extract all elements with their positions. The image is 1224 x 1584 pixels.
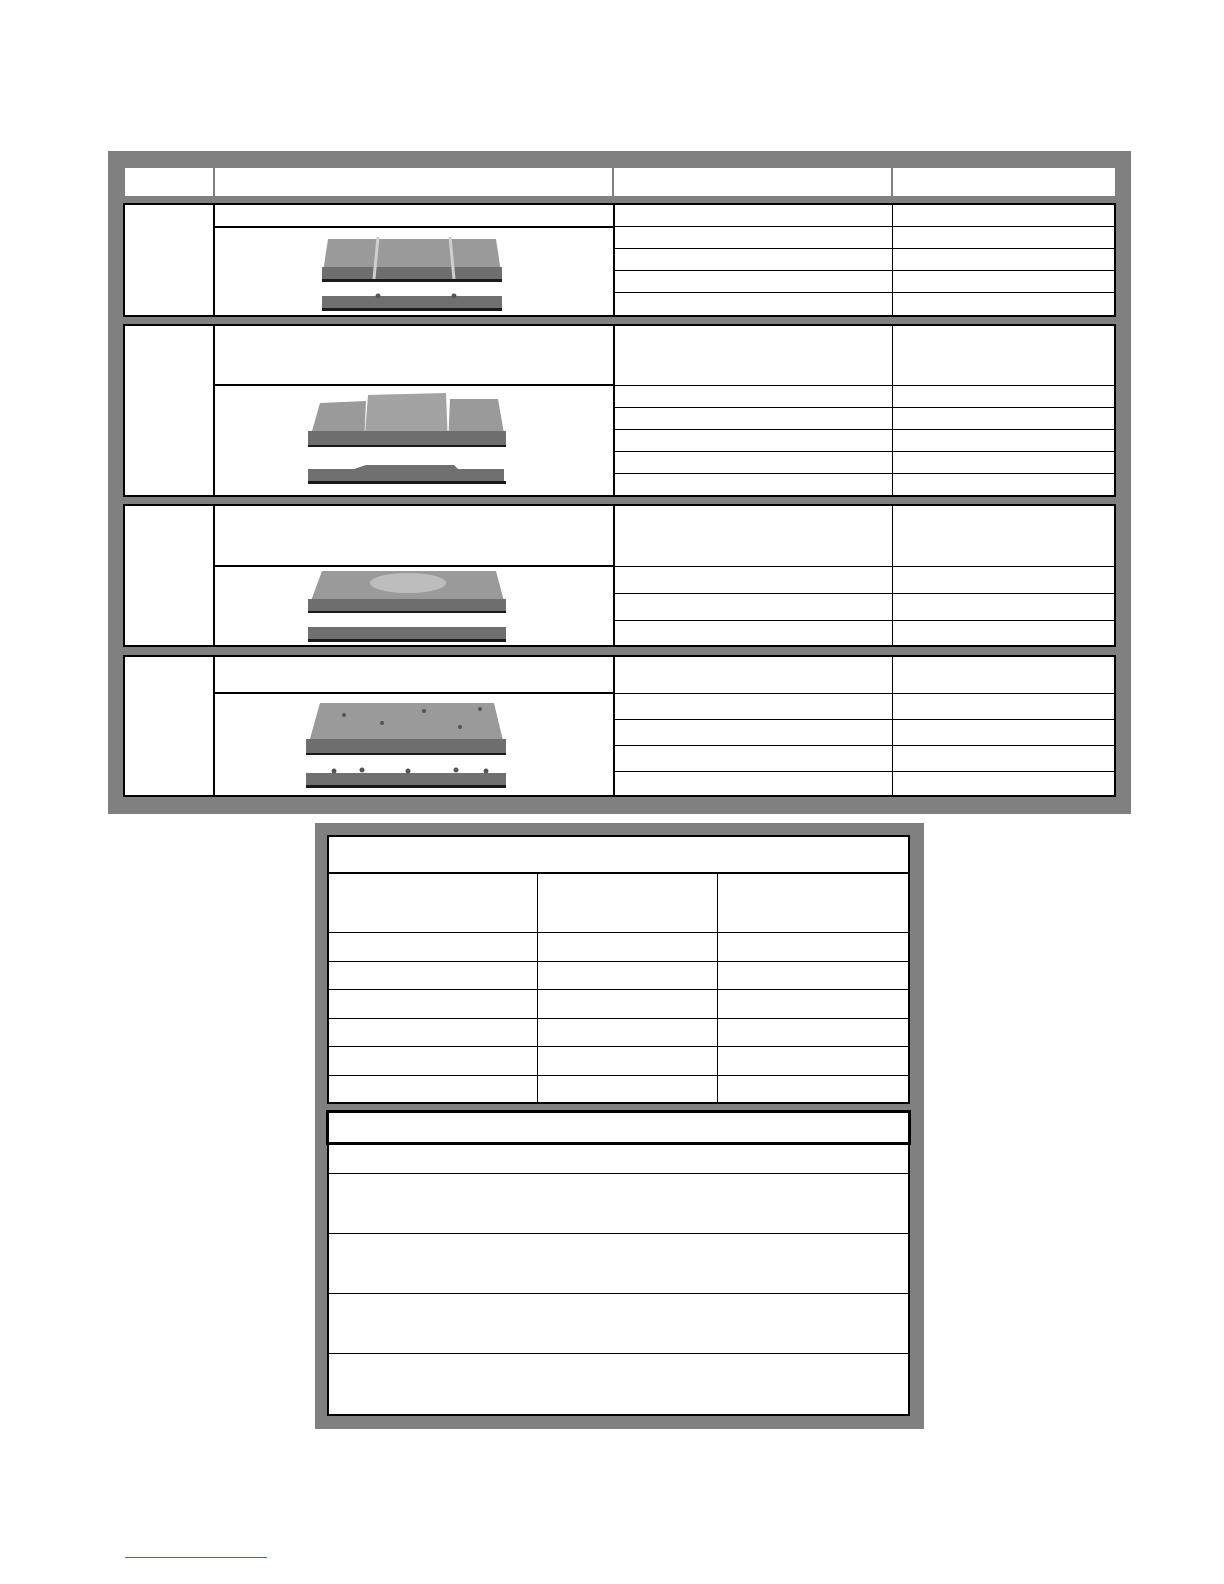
section-2-label-cell [123, 324, 215, 497]
notes-table-body [327, 1143, 910, 1416]
header-cell-2 [215, 168, 614, 196]
header-cell-1 [125, 168, 215, 196]
section-2-description-cell [213, 324, 615, 386]
header-cell-3 [614, 168, 893, 196]
section-3-grid [613, 504, 1116, 647]
secondary-table-body [327, 872, 910, 1104]
lower-table-panel [315, 823, 924, 1429]
section-3-label-cell [123, 504, 215, 647]
section-4-label-cell [123, 655, 215, 797]
secondary-table-title-cell [327, 835, 910, 874]
section-4-grid [613, 655, 1116, 797]
section-3-description-cell [213, 504, 615, 567]
notes-table-title-cell [326, 1110, 911, 1145]
header-cell-4 [893, 168, 1115, 196]
section-2-grid [613, 324, 1116, 497]
main-table-panel [108, 151, 1131, 814]
footer-rule [125, 1557, 267, 1558]
stepped-seam-carpet-figure [306, 391, 508, 489]
depressed-area-carpet-figure [306, 569, 510, 645]
section-4-description-cell [213, 655, 615, 694]
section-1-description-cell [213, 203, 615, 228]
section-1-grid [613, 203, 1116, 317]
grooved-seam-carpet-figure [320, 231, 504, 313]
section-1-label-cell [123, 203, 215, 317]
tufted-debris-carpet-figure [304, 697, 508, 793]
